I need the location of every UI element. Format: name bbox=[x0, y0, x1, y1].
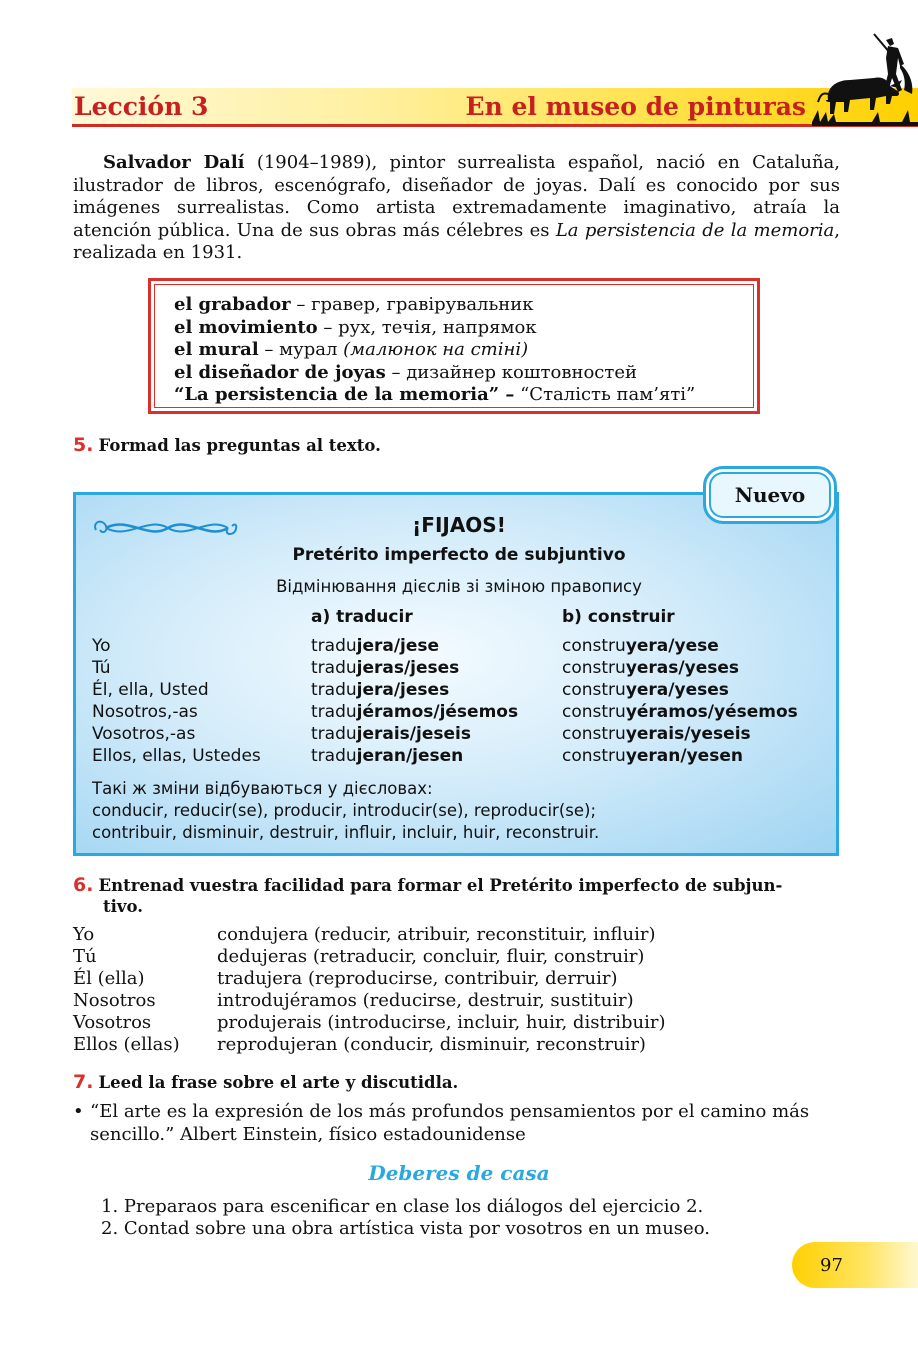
ex6-person: Él (ella) bbox=[73, 968, 145, 989]
vocab-translation: “Сталість пам’яті” bbox=[514, 384, 696, 405]
vocab-translation: – дизайнер коштовностей bbox=[385, 361, 637, 383]
exercise-number: 7. bbox=[73, 1071, 94, 1093]
vocab-note: (малюнок на стіні) bbox=[343, 339, 529, 360]
conj-form-b: construyeras/yeses bbox=[562, 658, 739, 678]
conj-form-b: construyeran/yesen bbox=[562, 746, 743, 766]
conj-person: Vosotros,-as bbox=[92, 724, 196, 744]
exercise-instruction-cont: tivo. bbox=[103, 897, 143, 916]
ornament-icon bbox=[88, 514, 240, 542]
ex6-person: Nosotros bbox=[73, 990, 156, 1011]
vocab-translation: – рух, течія, напрямок bbox=[317, 316, 537, 338]
ex6-person: Vosotros bbox=[73, 1012, 152, 1033]
ex6-forms: introdujéramos (reducirse, destruir, sustituir) bbox=[217, 990, 634, 1011]
exercise-instruction: Formad las preguntas al texto. bbox=[98, 436, 381, 455]
homework-item: 1. Preparaos para escenificar en clase los diálogos del ejercicio 2. bbox=[101, 1196, 704, 1217]
conj-form-a: tradujera/jeses bbox=[311, 680, 450, 700]
vocab-line bbox=[174, 339, 753, 362]
vocab-line bbox=[174, 294, 753, 317]
quote bbox=[73, 1101, 843, 1146]
header-underline bbox=[72, 124, 918, 127]
conj-form-b: construyéramos/yésemos bbox=[562, 702, 798, 722]
conj-form-b: construyera/yese bbox=[562, 636, 719, 656]
grammar-note: Відмінювання дієслів зі зміною правопису bbox=[276, 577, 642, 596]
page-number: 97 bbox=[820, 1255, 843, 1276]
vocab-line bbox=[174, 362, 753, 385]
page-tab bbox=[792, 1242, 918, 1288]
work-title: La persistencia de la memoria bbox=[555, 219, 835, 241]
vocab-term: el movimiento bbox=[174, 316, 318, 338]
grammar-footer-note: Такі ж зміни відбуваються у дієсловах: bbox=[92, 779, 433, 798]
vocab-term: el mural bbox=[174, 339, 259, 360]
grammar-title: ¡FIJAOS! bbox=[412, 513, 506, 537]
exercise-instruction: Leed la frase sobre el arte y discutidla. bbox=[98, 1073, 459, 1092]
exercise-7-heading bbox=[73, 1071, 458, 1093]
homework-item: 2. Contad sobre una obra artística vista por vosotros en un museo. bbox=[101, 1218, 710, 1239]
exercise-number: 6. bbox=[73, 874, 94, 896]
vocab-term: el diseñador de joyas bbox=[174, 361, 386, 383]
ex6-person: Ellos (ellas) bbox=[73, 1034, 180, 1055]
ex6-forms: dedujeras (retraducir, concluir, fluir, construir) bbox=[217, 946, 645, 967]
column-header-b: b) construir bbox=[562, 607, 675, 627]
intro-paragraph bbox=[73, 152, 840, 265]
grammar-footer-verbs: contribuir, disminuir, destruir, influir, incluir, huir, reconstruir. bbox=[92, 823, 600, 842]
ex6-person: Yo bbox=[73, 924, 95, 945]
exercise-6-heading bbox=[73, 874, 782, 896]
vocab-term: “La persistencia de la memoria” – bbox=[174, 384, 515, 405]
homework-title: Deberes de casa bbox=[368, 1161, 550, 1185]
conj-person: Ellos, ellas, Ustedes bbox=[92, 746, 261, 766]
vocab-translation: – гравер, гравірувальник bbox=[290, 294, 534, 315]
grammar-footer-verbs: conducir, reducir(se), producir, introducir(se), reproducir(se); bbox=[92, 801, 597, 820]
ex6-forms: reprodujeran (conducir, disminuir, reconstruir) bbox=[217, 1034, 646, 1055]
conj-form-a: tradujeras/jeses bbox=[311, 658, 460, 678]
nuevo-badge: Nuevo bbox=[703, 466, 837, 524]
conj-person: Nosotros,-as bbox=[92, 702, 198, 722]
vocabulary-box bbox=[148, 278, 760, 414]
vocab-line bbox=[174, 317, 753, 340]
lesson-number: Lección 3 bbox=[74, 92, 209, 121]
exercise-5-heading bbox=[73, 434, 381, 456]
conj-person: Él, ella, Usted bbox=[92, 680, 209, 700]
conj-form-b: construyerais/yeseis bbox=[562, 724, 751, 744]
conj-person: Yo bbox=[92, 636, 111, 656]
vocab-term: el grabador bbox=[174, 294, 291, 315]
bullfighter-icon bbox=[812, 30, 918, 126]
conj-form-a: tradujeran/jesen bbox=[311, 746, 464, 766]
artist-name: Salvador Dalí bbox=[103, 152, 245, 173]
grammar-box bbox=[73, 492, 839, 856]
lesson-title: En el museo de pinturas bbox=[465, 92, 806, 121]
intro-text-1: (1904–1989), pintor surrealista español, nació en Cataluña, ilustrador de libros, escenógrafo, diseñador de joyas. Dalí es conocido por sus imágenes surrealistas. Como artista extremadamente imaginativo, atraía la atención pública. Una de sus obras más célebres es bbox=[73, 152, 840, 241]
ex6-forms: produjerais (introducirse, incluir, huir, distribuir) bbox=[217, 1012, 666, 1033]
conj-form-a: tradujera/jese bbox=[311, 636, 440, 656]
vocab-translation: – мурал bbox=[258, 339, 344, 360]
conj-person: Tú bbox=[92, 658, 111, 678]
conj-form-a: tradujéramos/jésemos bbox=[311, 702, 519, 722]
ex6-forms: tradujera (reproducirse, contribuir, derruir) bbox=[217, 968, 618, 989]
intro-text-2: , realizada en 1931. bbox=[73, 219, 840, 263]
ex6-forms: condujera (reducir, atribuir, reconstituir, influir) bbox=[217, 924, 656, 945]
exercise-instruction: Entrenad vuestra facilidad para formar el Pretérito imperfecto de subjun- bbox=[98, 876, 783, 895]
column-header-a: a) traducir bbox=[311, 607, 413, 627]
conj-form-a: tradujerais/jeseis bbox=[311, 724, 471, 744]
exercise-number: 5. bbox=[73, 434, 94, 456]
bullet-icon: • bbox=[73, 1101, 84, 1122]
ex6-person: Tú bbox=[73, 946, 97, 967]
quote-text: “El arte es la expresión de los más profundos pensamientos por el camino más sencillo.” Albert Einstein, físico estadounidense bbox=[90, 1101, 810, 1145]
grammar-subtitle: Pretérito imperfecto de subjuntivo bbox=[292, 545, 626, 565]
vocab-line bbox=[174, 384, 753, 407]
conj-form-b: construyera/yeses bbox=[562, 680, 729, 700]
